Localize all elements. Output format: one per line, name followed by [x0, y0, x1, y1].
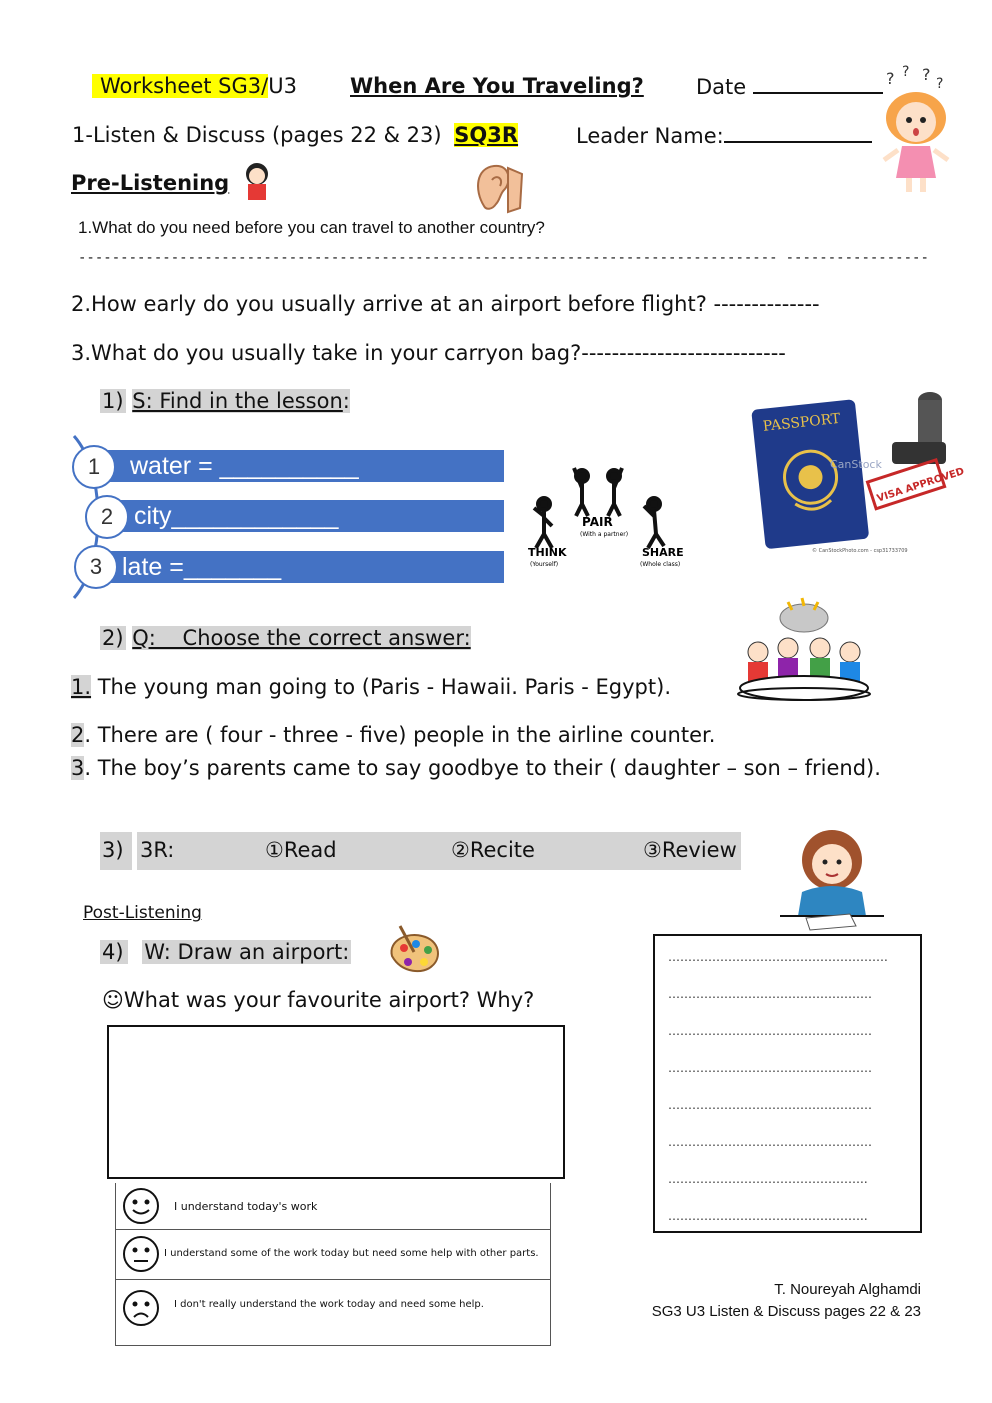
- writing-line-7: …………………………………………..: [668, 1172, 868, 1186]
- leader-name-field[interactable]: [576, 123, 872, 148]
- vocab-item-1-text: water = __________: [130, 452, 359, 480]
- drawing-box[interactable]: [107, 1025, 565, 1179]
- vocab-number-3: 3: [74, 545, 118, 589]
- section-2-number: 2): [102, 626, 124, 650]
- date-label: Date: [696, 75, 747, 99]
- favourite-airport-question: ☺What was your favourite airport? Why?: [102, 988, 535, 1012]
- writing-line-5: ……………………………………………: [668, 1098, 872, 1112]
- vocab-item-3: [100, 551, 504, 583]
- step-recite: ②Recite: [451, 838, 535, 862]
- mc-question-2-text: . There are ( four - three - five) people in the airline counter.: [84, 723, 716, 747]
- answer-dashes-1b: -----------------: [785, 250, 929, 266]
- neutral-face-icon: [122, 1235, 160, 1273]
- mc-question-2-number: 2: [71, 723, 85, 747]
- svg-text:?: ?: [936, 76, 944, 92]
- section-1-number: 1): [102, 389, 124, 413]
- leader-name-label: Leader Name:: [576, 124, 724, 148]
- pre-listening-heading: Pre-Listening: [71, 171, 230, 195]
- date-blank[interactable]: [753, 74, 883, 94]
- header-line-2: [72, 123, 518, 147]
- writing-box[interactable]: [653, 934, 922, 1233]
- think-sublabel: (Yourself): [530, 561, 559, 568]
- pre-listening-question-1: 1.What do you need before you can travel to another country?: [78, 218, 545, 237]
- passport-title: PASSPORT: [762, 410, 842, 435]
- worksheet-label: Worksheet SG3/: [92, 74, 268, 98]
- writing-line-6: ……………………………………………: [668, 1135, 872, 1149]
- answer-dashes-1a: -----------------------------------------------------------------------------------: [78, 250, 778, 266]
- pair-sublabel: (With a partner): [580, 531, 629, 538]
- ear-listening-icon: [472, 160, 524, 214]
- self-assessment-row-1[interactable]: [116, 1183, 550, 1230]
- vocab-item-3-text: late =_______: [122, 553, 282, 581]
- writing-line-2: ……………………………………………: [668, 987, 872, 1001]
- share-sublabel: (Whole class): [640, 561, 681, 568]
- vocab-number-2: 2: [85, 495, 129, 539]
- writing-line-3: ……………………………………………: [668, 1024, 872, 1038]
- vocab-item-1: [100, 450, 504, 482]
- unit-label: U3: [268, 74, 297, 98]
- header-line-1: [92, 74, 297, 98]
- leader-name-blank[interactable]: [724, 123, 872, 143]
- svg-text:?: ?: [902, 64, 910, 80]
- writing-line-1: ……………………………………………….: [668, 950, 888, 964]
- think-label: THINK: [528, 546, 567, 559]
- self-assessment-row-3[interactable]: [116, 1279, 550, 1345]
- section-2-title: Q: Choose the correct answer:: [132, 626, 471, 650]
- section-2-heading: [100, 626, 471, 650]
- post-listening-heading: Post-Listening: [83, 903, 202, 923]
- section-4-heading: [100, 940, 351, 964]
- lesson-label: 1-Listen & Discuss (pages 22 & 23): [72, 123, 442, 147]
- svg-text:?: ?: [922, 65, 931, 84]
- worksheet-title: When Are You Traveling?: [350, 74, 644, 98]
- section-1-title: S: Find in the lesson: [132, 389, 343, 413]
- self-assessment-row-2[interactable]: [116, 1229, 550, 1280]
- section-1-heading: [100, 389, 350, 413]
- mc-question-3-number: 3: [71, 756, 85, 780]
- passport-credit: © CanStockPhoto.com - csp31733709: [812, 548, 908, 554]
- girl-thinking-icon: [240, 162, 274, 202]
- step-read: ①Read: [265, 838, 337, 862]
- writing-line-8: …………………………………………..: [668, 1209, 868, 1223]
- sad-face-icon: [122, 1289, 160, 1327]
- vocab-number-1: 1: [72, 445, 116, 489]
- mc-question-3: [71, 756, 881, 780]
- think-pair-share-icon: [522, 456, 692, 576]
- pre-listening-question-2: 2.How early do you usually arrive at an airport before flight? --------------: [71, 292, 820, 316]
- answer-line-1[interactable]: [78, 250, 929, 266]
- mc-question-1-number: 1.: [71, 675, 92, 699]
- writing-line-4: ……………………………………………: [668, 1061, 872, 1075]
- happy-face-icon: [122, 1187, 160, 1225]
- thinking-student-icon: [776, 826, 888, 930]
- share-label: SHARE: [642, 546, 684, 559]
- group-discussion-icon: [736, 598, 872, 702]
- svg-text:?: ?: [886, 69, 895, 88]
- self-assessment-text-3: I don't really understand the work today and need some help.: [174, 1299, 484, 1310]
- mc-question-2: [71, 723, 715, 747]
- mc-question-1: [71, 675, 671, 699]
- section-1-colon: :: [342, 389, 350, 413]
- vocab-item-2: [100, 500, 504, 532]
- visa-stamp-text: VISA APPROVED: [875, 466, 966, 505]
- self-assessment-table: [115, 1183, 551, 1346]
- section-3-label: 3R:: [140, 838, 175, 862]
- self-assessment-text-2: I understand some of the work today but need some help with other parts.: [164, 1248, 539, 1259]
- self-assessment-text-1: I understand today's work: [174, 1200, 318, 1213]
- pair-label: PAIR: [582, 515, 613, 529]
- paint-palette-icon: [386, 922, 442, 978]
- date-field[interactable]: [696, 74, 883, 99]
- confused-girl-icon: [876, 66, 956, 198]
- step-review: ③Review: [643, 838, 737, 862]
- vocab-item-2-text: city____________: [134, 502, 339, 530]
- mc-question-1-text: The young man going to (Paris - Hawaii. Paris - Egypt).: [97, 675, 671, 699]
- section-3-number: 3): [102, 838, 124, 862]
- footer-reference: SG3 U3 Listen & Discuss pages 22 & 23: [651, 1303, 921, 1320]
- passport-icon: [752, 382, 966, 556]
- mc-question-3-text: . The boy’s parents came to say goodbye to their ( daughter – son – friend).: [84, 756, 881, 780]
- sq3r-label: SQ3R: [454, 123, 519, 147]
- section-4-number: 4): [100, 940, 128, 964]
- passport-watermark: CanStock: [830, 458, 882, 471]
- pre-listening-question-3: 3.What do you usually take in your carryon bag?---------------------------: [71, 341, 786, 365]
- footer-author: T. Noureyah Alghamdi: [774, 1281, 921, 1298]
- section-4-title: W: Draw an airport:: [144, 940, 350, 964]
